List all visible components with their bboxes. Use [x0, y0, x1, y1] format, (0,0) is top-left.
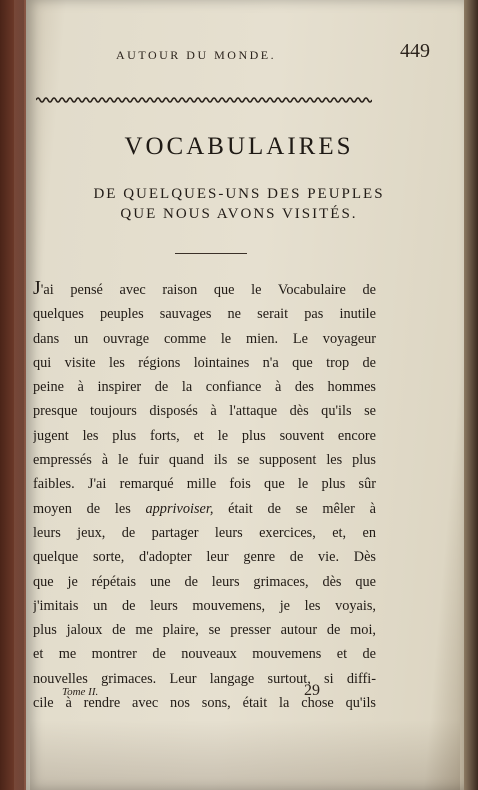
emphasized-word: apprivoiser, — [145, 500, 214, 517]
body-line: quelques peuples sauvages ne serait pas inutile — [33, 306, 376, 323]
body-line: plus jaloux de me plaire, se presser autour de moi, — [33, 622, 376, 639]
body-line — [33, 276, 376, 302]
section-title: VOCABULAIRES — [124, 133, 354, 160]
page-edge-shadow — [464, 0, 478, 790]
page-number: 449 — [400, 40, 430, 62]
running-head-title: AUTOUR DU MONDE. — [116, 48, 277, 62]
body-line: peine à inspirer de la confiance à des hommes — [33, 379, 376, 396]
body-line: qui visite les régions lointaines n'a que trop de — [33, 354, 376, 371]
body-line: dans un ouvrage comme le mien. Le voyageur — [33, 330, 376, 347]
body-line: jugent les plus forts, et le plus souvent encore — [33, 427, 376, 444]
body-line: cile à rendre avec nos sons, était la chose qu'ils — [33, 695, 376, 712]
body-line: leurs jeux, de partager leurs exercices, et, en — [33, 524, 376, 541]
body-line: nouvelles grimaces. Leur langage surtout, si diffi- — [33, 670, 376, 687]
signature-mark: 29 — [304, 682, 320, 699]
body-line: presque toujours disposés à l'attaque dès qu'ils se — [33, 403, 376, 420]
spine-highlight — [14, 0, 24, 790]
volume-label: Tome II. — [62, 686, 99, 698]
drop-cap: J — [33, 277, 41, 299]
body-line: moyen de les apprivoiser, était de se mêler à — [33, 500, 376, 517]
section-subtitle-line-2: QUE NOUS AVONS VISITÉS. — [120, 206, 358, 222]
short-divider-rule — [175, 253, 247, 254]
body-line: quelque sorte, d'adopter leur genre de vie. Dès — [33, 549, 376, 566]
body-paragraph — [33, 276, 376, 715]
body-line: et me montrer de nouveaux mouvemens et de — [33, 646, 376, 663]
body-line: que je répétais une de leurs grimaces, dès que — [33, 573, 376, 590]
section-subtitle-line-1: DE QUELQUES-UNS DES PEUPLES — [93, 186, 385, 202]
body-line-text: 'ai pensé avec raison que le Vocabulaire de — [40, 282, 376, 298]
body-line: faibles. J'ai remarqué mille fois que le plus sûr — [33, 476, 376, 493]
page-bottom-shading — [30, 720, 460, 790]
decorative-wavy-rule — [36, 96, 372, 104]
body-line: j'imitais un de leurs mouvemens, je les voyais, — [33, 597, 376, 614]
body-line: empressés à le fuir quand ils se supposent les plus — [33, 452, 376, 469]
